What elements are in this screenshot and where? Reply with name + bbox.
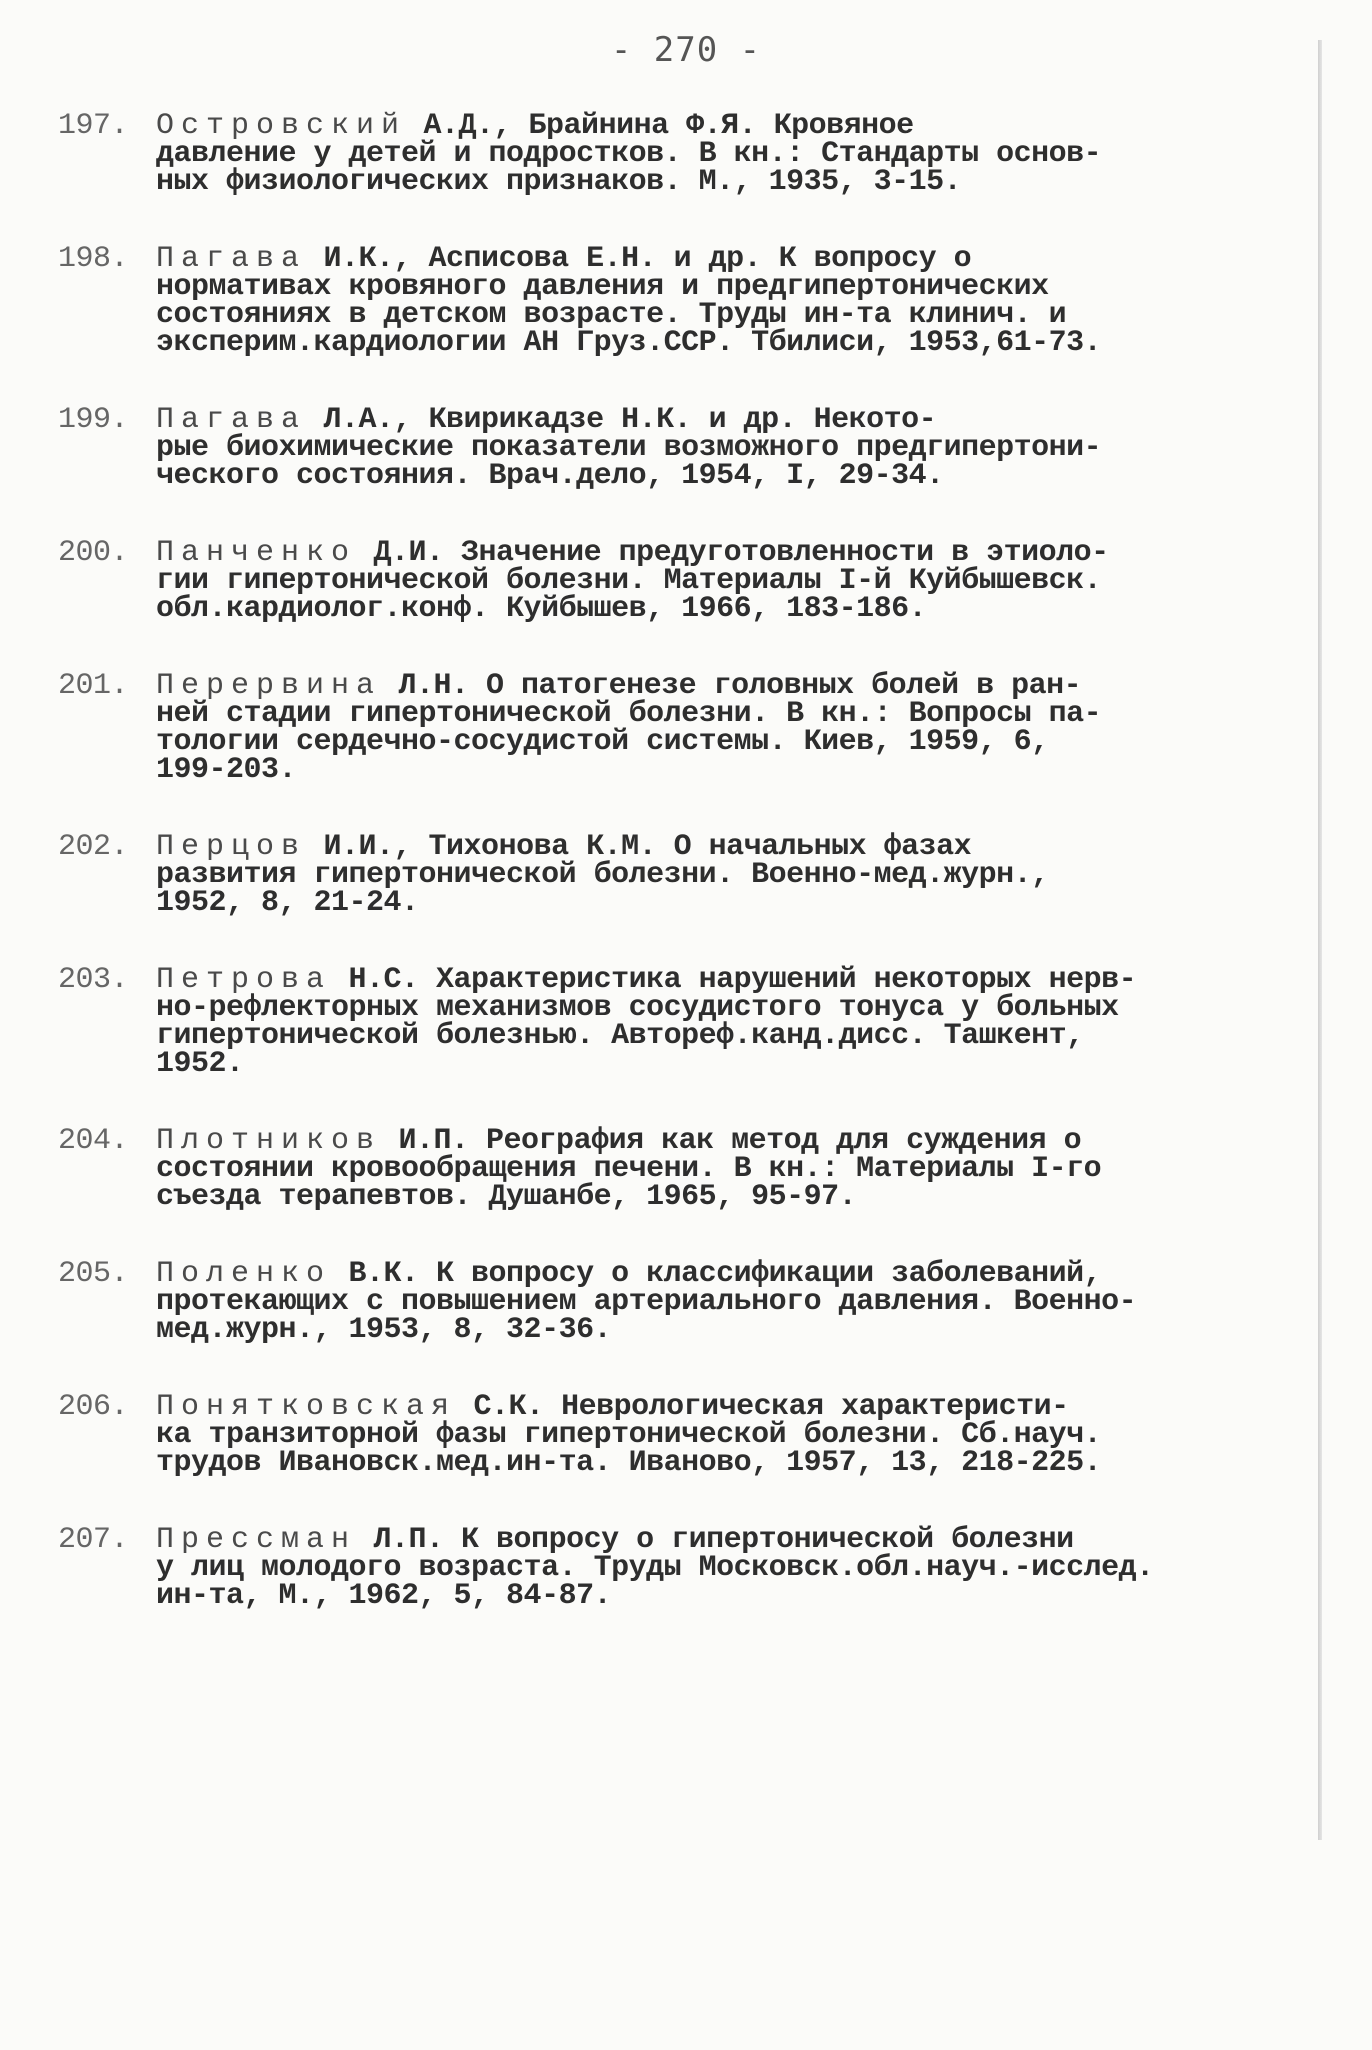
entry-author: Перцов (156, 830, 307, 864)
entry-text-line: тологии сердечно-сосудистой системы. Киев, 1959, 6, (156, 725, 1049, 759)
page-edge-line (1318, 40, 1322, 1840)
entry-text-line: 1952, 8, 21-24. (156, 886, 419, 920)
entry-text-line: трудов Ивановск.мед.ин-та. Иваново, 1957, 13, 218-225. (156, 1446, 1102, 1480)
entry-author: Панченко (156, 536, 357, 570)
entry-text-line: у лиц молодого возраста. Труды Московск.обл.науч.-исслед. (156, 1551, 1154, 1585)
entry-text-line: И.К., Асписова Е.Н. и др. К вопросу о (306, 242, 972, 276)
bibliography-entry (58, 403, 1308, 493)
entry-text-line: но-рефлекторных механизмов сосудистого тонуса у больных (156, 991, 1119, 1025)
entry-text-line: состоянии кровообращения печени. В кн.: Материалы I-го (156, 1152, 1102, 1186)
page-number: - 270 - (610, 30, 762, 70)
entry-author: Прессман (156, 1523, 357, 1557)
entry-number: 199. (58, 403, 129, 437)
entry-text-line: Л.Н. О патогенезе головных болей в ран- (381, 669, 1082, 703)
entry-text-line: гипертонической болезнью. Автореф.канд.дисс. Ташкент, (156, 1019, 1084, 1053)
bibliography-entry (58, 536, 1308, 626)
entry-author: Понятковская (156, 1390, 457, 1424)
entry-number: 198. (58, 242, 129, 276)
entry-text-line: эксперим.кардиологии АН Груз.ССР. Тбилиси, 1953,61-73. (156, 326, 1102, 360)
entry-number: 204. (58, 1124, 129, 1158)
entry-text-line: И.П. Реография как метод для суждения о (381, 1124, 1082, 1158)
entry-number: 201. (58, 669, 129, 703)
entry-text-line: гии гипертонической болезни. Материалы I-й Куйбышевск. (156, 564, 1102, 598)
entry-text-line: 199-203. (156, 753, 297, 787)
entry-text-line: ных физиологических признаков. М., 1935, 3-15. (156, 165, 962, 199)
entry-text-line: И.И., Тихонова К.М. О начальных фазах (306, 830, 972, 864)
entry-text-line: протекающих с повышением артериального давления. Военно- (156, 1285, 1137, 1319)
entry-number: 207. (58, 1523, 129, 1557)
bibliography-entry (58, 1523, 1308, 1613)
entry-text-line: ка транзиторной фазы гипертонической болезни. Сб.науч. (156, 1418, 1102, 1452)
entry-number: 200. (58, 536, 129, 570)
entry-text-line: нормативах кровяного давления и предгипертонических (156, 270, 1049, 304)
entry-text-line: давление у детей и подростков. В кн.: Стандарты основ- (156, 137, 1102, 171)
bibliography-entry (58, 1124, 1308, 1214)
bibliography-entry (58, 242, 1308, 360)
entry-text-line: обл.кардиолог.конф. Куйбышев, 1966, 183-186. (156, 592, 927, 626)
entry-text-line: ческого состояния. Врач.дело, 1954, I, 29-34. (156, 459, 944, 493)
entry-text-line: развития гипертонической болезни. Военно-мед.журн., (156, 858, 1049, 892)
bibliography-entry (58, 830, 1308, 920)
entry-author: Петрова (156, 963, 332, 997)
entry-number: 202. (58, 830, 129, 864)
entry-text-line: ней стадии гипертонической болезни. В кн.: Вопросы па- (156, 697, 1102, 731)
entry-text-line: ин-та, М., 1962, 5, 84-87. (156, 1579, 612, 1613)
entry-text-line: В.К. К вопросу о классификации заболеваний, (331, 1257, 1102, 1291)
bibliography-entry (58, 1390, 1308, 1480)
bibliography-entry (58, 1257, 1308, 1347)
entry-text-line: А.Д., Брайнина Ф.Я. Кровяное (406, 109, 914, 143)
bibliography-entry (58, 109, 1308, 199)
entry-number: 203. (58, 963, 129, 997)
entry-number: 197. (58, 109, 129, 143)
entry-text-line: Н.С. Характеристика нарушений некоторых нерв- (331, 963, 1137, 997)
entry-number: 205. (58, 1257, 129, 1291)
entry-text-line: С.К. Неврологическая характеристи- (456, 1390, 1069, 1424)
entry-text-line: Л.А., Квирикадзе Н.К. и др. Некото- (306, 403, 937, 437)
entry-text-line: рые биохимические показатели возможного предгипертони- (156, 431, 1102, 465)
entry-author: Пагава (156, 242, 307, 276)
entry-author: Островский (156, 109, 407, 143)
entry-author: Плотников (156, 1124, 382, 1158)
bibliography-entry (58, 963, 1308, 1081)
entry-text-line: состояниях в детском возрасте. Труды ин-та клинич. и (156, 298, 1067, 332)
entry-author: Пагава (156, 403, 307, 437)
entry-author: Перервина (156, 669, 382, 703)
bibliography-entry (58, 669, 1308, 787)
entry-text-line: Л.П. К вопросу о гипертонической болезни (356, 1523, 1074, 1557)
entry-text-line: 1952. (156, 1047, 244, 1081)
entry-text-line: съезда терапевтов. Душанбе, 1965, 95-97. (156, 1180, 857, 1214)
entry-number: 206. (58, 1390, 129, 1424)
entry-author: Поленко (156, 1257, 332, 1291)
entry-text-line: Д.И. Значение предуготовленности в этиоло- (356, 536, 1109, 570)
entry-text-line: мед.журн., 1953, 8, 32-36. (156, 1313, 612, 1347)
bibliography-list (58, 109, 1308, 1613)
